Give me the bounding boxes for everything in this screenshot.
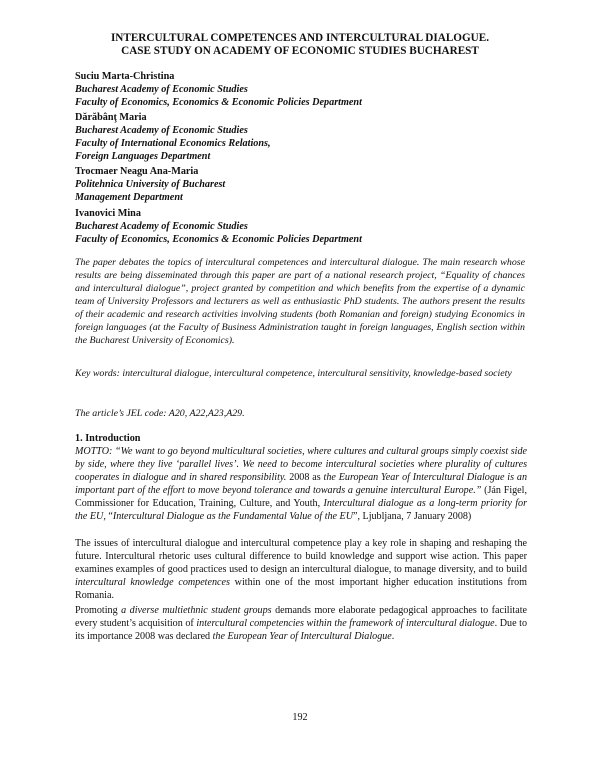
author-name: Ivanovici Mina	[75, 208, 141, 219]
author-block-4	[75, 207, 535, 246]
motto-text: (Ján Figel, Commissioner for Education, Training, Culture, and Youth,	[75, 485, 527, 509]
keywords: Key words: intercultural dialogue, intercultural competence, intercultural sensitivity, knowledge-based society	[75, 368, 512, 379]
paragraph-text: The issues of intercultural dialogue and intercultural competence play a key role in shaping and reshaping the future. Intercultural rhetoric uses cultural difference to build knowledge and support wise action. This paper examines examples of good practices used to design an intercultural dialogue, to manage diversity, and to build	[75, 538, 527, 575]
motto-text: the European Year of Intercultural Dialogue is an important part of the effort to move beyond tolerance and towards a genuine intercultural Europe.”	[75, 472, 527, 496]
author-affiliation: Politehnica University of Bucharest	[75, 179, 226, 190]
author-block-1	[75, 70, 535, 109]
motto-text: , “	[103, 511, 113, 522]
paragraph-text: Promoting	[75, 605, 122, 616]
jel-codes: The article’s JEL code: A20, A22,A23,A29.	[75, 408, 245, 419]
motto-text: ”, Ljubljana, 7 January 2008)	[353, 511, 472, 522]
paragraph-text: intercultural knowledge competences	[75, 577, 230, 588]
author-affiliation: Faculty of Economics, Economics & Economic Policies Department	[75, 234, 362, 245]
motto-paragraph	[75, 445, 527, 523]
author-affiliation: Bucharest Academy of Economic Studies	[75, 221, 248, 232]
author-name: Suciu Marta-Christina	[75, 71, 175, 82]
motto-text: 2008 as	[286, 472, 324, 483]
paragraph-text: . Due to its importance 2008 was declared	[75, 618, 527, 642]
body-paragraph	[75, 537, 527, 602]
page-number: 192	[292, 712, 308, 723]
motto-text: MOTTO: “We want to go beyond multicultural societies, where cultures and cultural groups simply coexist side by side, where they live ‘parallel lives’. We need to become intercultural societies where plurality of cultures cooperates in dialogue and in shared responsibility.	[75, 446, 527, 483]
author-name: Dărăbânţ Maria	[75, 112, 147, 123]
paragraph-text: .	[391, 631, 395, 642]
author-name: Trocmaer Neagu Ana-Maria	[75, 166, 199, 177]
section-heading: 1. Introduction	[75, 433, 141, 444]
body-paragraph	[75, 604, 527, 643]
author-affiliation: Bucharest Academy of Economic Studies	[75, 84, 248, 95]
author-affiliation: Faculty of International Economics Relations,	[75, 138, 271, 149]
abstract: The paper debates the topics of intercultural competences and intercultural dialogue. The main research whose results are being disseminated through this paper are part of a national research project, “Equality of chances and intercultural dialogue”, project granted by competition and which benefits from the expertise of a dynamic team of University Professors and lecturers as well as enthusiastic PhD students. The authors present the results of their academic and research activities involving students (both Romanian and foreign) studying Economics in foreign languages (at the Faculty of Business Administration taught in foreign languages, English section within the Bucharest University of Economics).	[75, 257, 525, 346]
paragraph-text: a diverse multiethnic student groups	[121, 605, 272, 616]
author-block-3	[75, 165, 535, 204]
paragraph-text: intercultural competencies within the framework of intercultural dialogue	[196, 618, 495, 629]
paragraph-text: within one of the most important higher education institutions from Romania.	[75, 577, 527, 601]
paragraph-text: demands more elaborate pedagogical approaches to facilitate every student’s acquisition of	[75, 605, 527, 629]
motto-text: Intercultural Dialogue as the Fundamental Value of the EU	[112, 511, 353, 522]
author-affiliation: Management Department	[75, 192, 183, 203]
author-affiliation: Foreign Languages Department	[75, 151, 211, 162]
motto-text: Intercultural dialogue as a long-term priority for the EU	[75, 498, 528, 522]
title-line-1: INTERCULTURAL COMPETENCES AND INTERCULTURAL DIALOGUE.	[110, 32, 490, 44]
paper-title	[60, 32, 540, 58]
paragraph-text: the European Year of Intercultural Dialogue	[212, 631, 392, 642]
author-affiliation: Faculty of Economics, Economics & Economic Policies Department	[75, 97, 362, 108]
title-line-2: CASE STUDY ON ACADEMY OF ECONOMIC STUDIES BUCHAREST	[121, 45, 479, 57]
author-affiliation: Bucharest Academy of Economic Studies	[75, 125, 248, 136]
author-block-2	[75, 111, 535, 163]
